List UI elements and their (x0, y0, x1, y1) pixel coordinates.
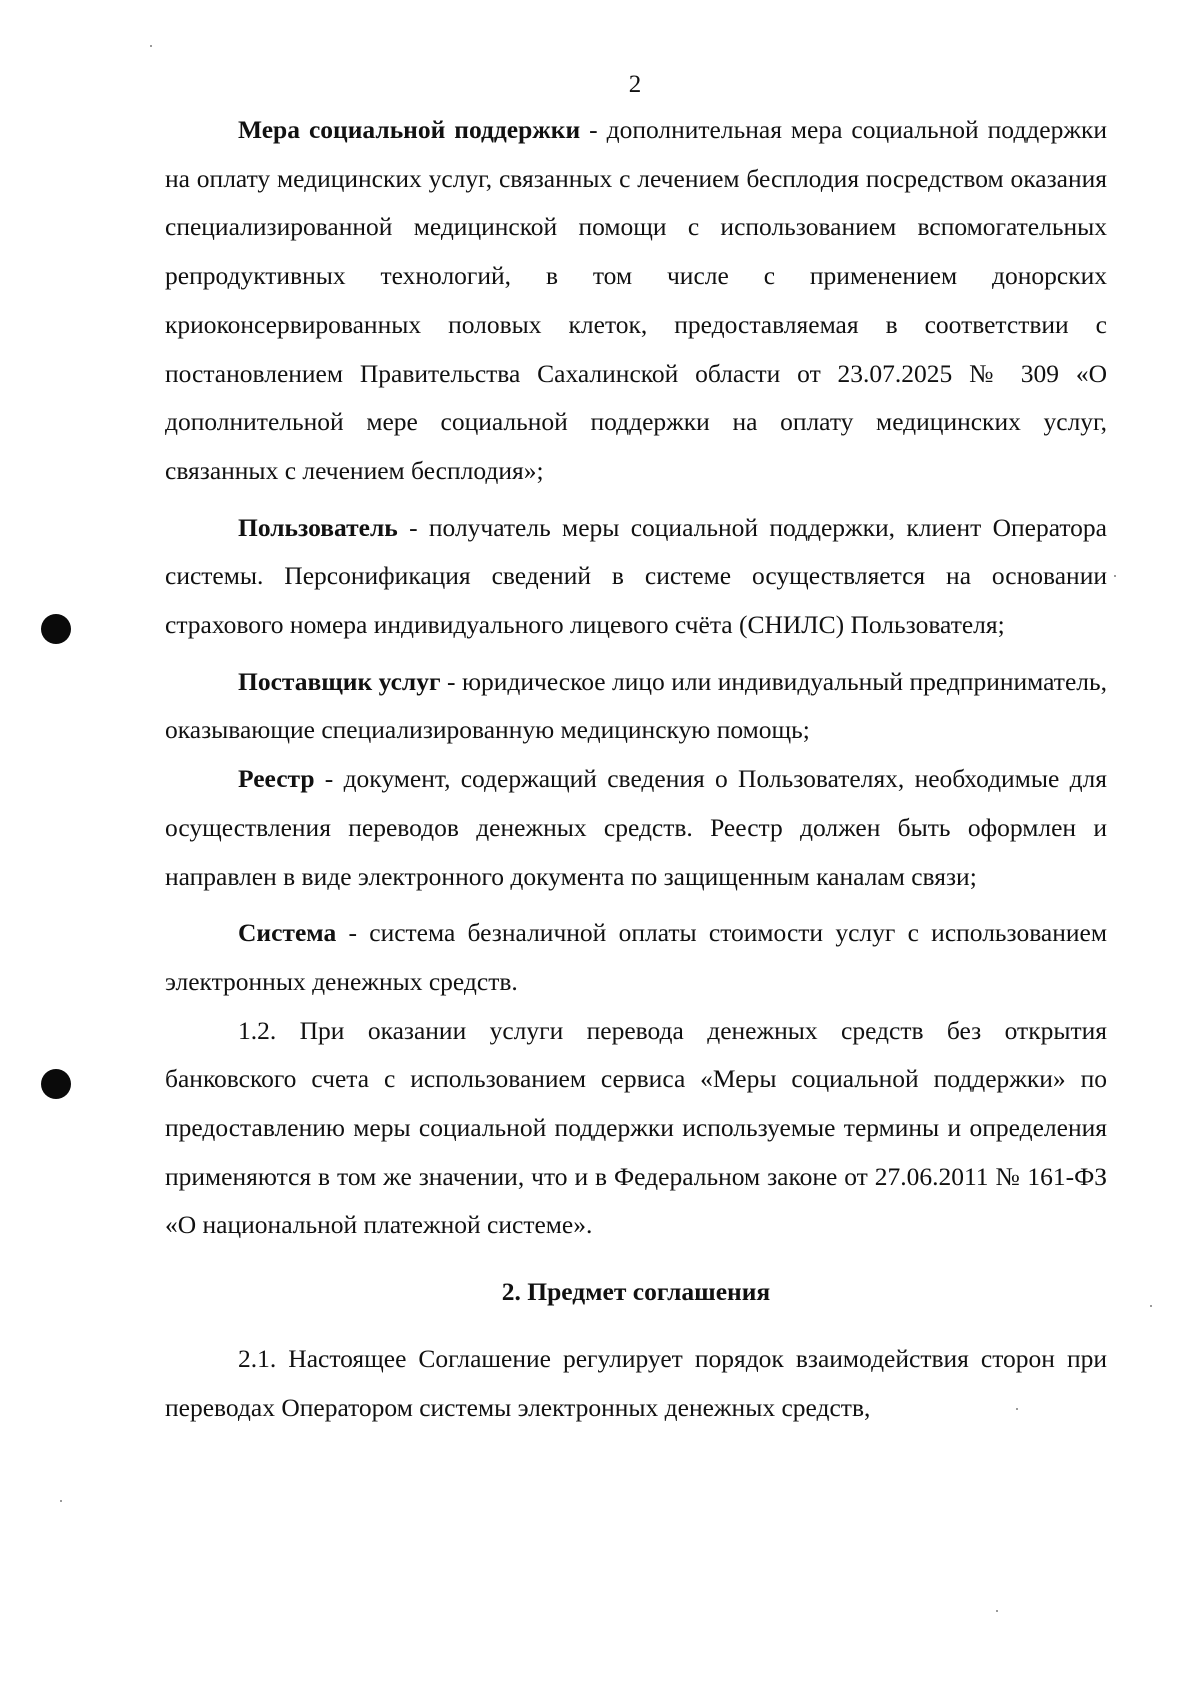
definition-text: - документ, содержащий сведения о Пользователях, необходимые для осуществления переводов денежных средств. Реестр должен быть оформлен и направлен в виде электронного документа по защищенным каналам связи; (165, 764, 1107, 891)
scan-speck (996, 1610, 998, 1612)
scan-speck (1114, 575, 1116, 577)
definition-term: Реестр (238, 764, 315, 794)
definition-term: Пользователь (238, 512, 398, 542)
punch-hole-bottom (41, 1069, 71, 1099)
section-title: 2. Предмет соглашения (501, 1277, 771, 1307)
definition-term: Мера социальной поддержки (238, 115, 581, 144)
definition-paragraph (165, 106, 1107, 496)
clause-1-2: 1.2. При оказании услуги перевода денежных средств без открытия банковского счета с использованием сервиса «Меры социальной поддержки» по предоставлению меры социальной поддержки используемые термины и определения применяются в том же значении, что и в Федеральном законе от 27.06.2011 № 161-ФЗ «О национальной платежной системе». (165, 1015, 1107, 1240)
scan-speck (150, 45, 152, 47)
definition-paragraph (165, 658, 1107, 755)
definition-text: - дополнительная мера социальной поддержки на оплату медицинских услуг, связанных с лечением бесплодия посредством оказания специализированной медицинской помощи с использованием вспомогательных репродуктивных технологий, в том числе с применением донорских криоконсервированных половых клеток, предоставляемая в соответствии с постановлением Правительства Сахалинской области от 23.07.2025 № 309 «О дополнительной мере социальной поддержки на оплату медицинских услуг, связанных с лечением бесплодия»; (165, 115, 1107, 485)
definition-paragraph (165, 909, 1107, 1006)
scan-speck (60, 1500, 62, 1502)
definition-term: Поставщик услуг (238, 666, 441, 696)
definition-term: Система (238, 918, 337, 948)
definition-paragraph (165, 504, 1107, 650)
page-number: 2 (628, 71, 642, 98)
definition-paragraph (165, 755, 1107, 901)
scan-speck (1150, 1305, 1152, 1307)
scan-speck (1016, 1408, 1018, 1410)
document-body (165, 106, 1107, 1432)
definition-text: - система безналичной оплаты стоимости услуг с использованием электронных денежных средств. (165, 918, 1107, 996)
punch-hole-top (41, 614, 71, 644)
definition-text: - получатель меры социальной поддержки, клиент Оператора системы. Персонификация сведений в системе осуществляется на основании страхового номера индивидуального лицевого счёта (СНИЛС) Пользователя; (165, 512, 1107, 640)
definition-text: - юридическое лицо или индивидуальный предприниматель, оказывающие специализированную медицинскую помощь; (165, 666, 1107, 745)
clause-2-1: 2.1. Настоящее Соглашение регулирует порядок взаимодействия сторон при переводах Оператором системы электронных денежных средств, (165, 1343, 1107, 1422)
